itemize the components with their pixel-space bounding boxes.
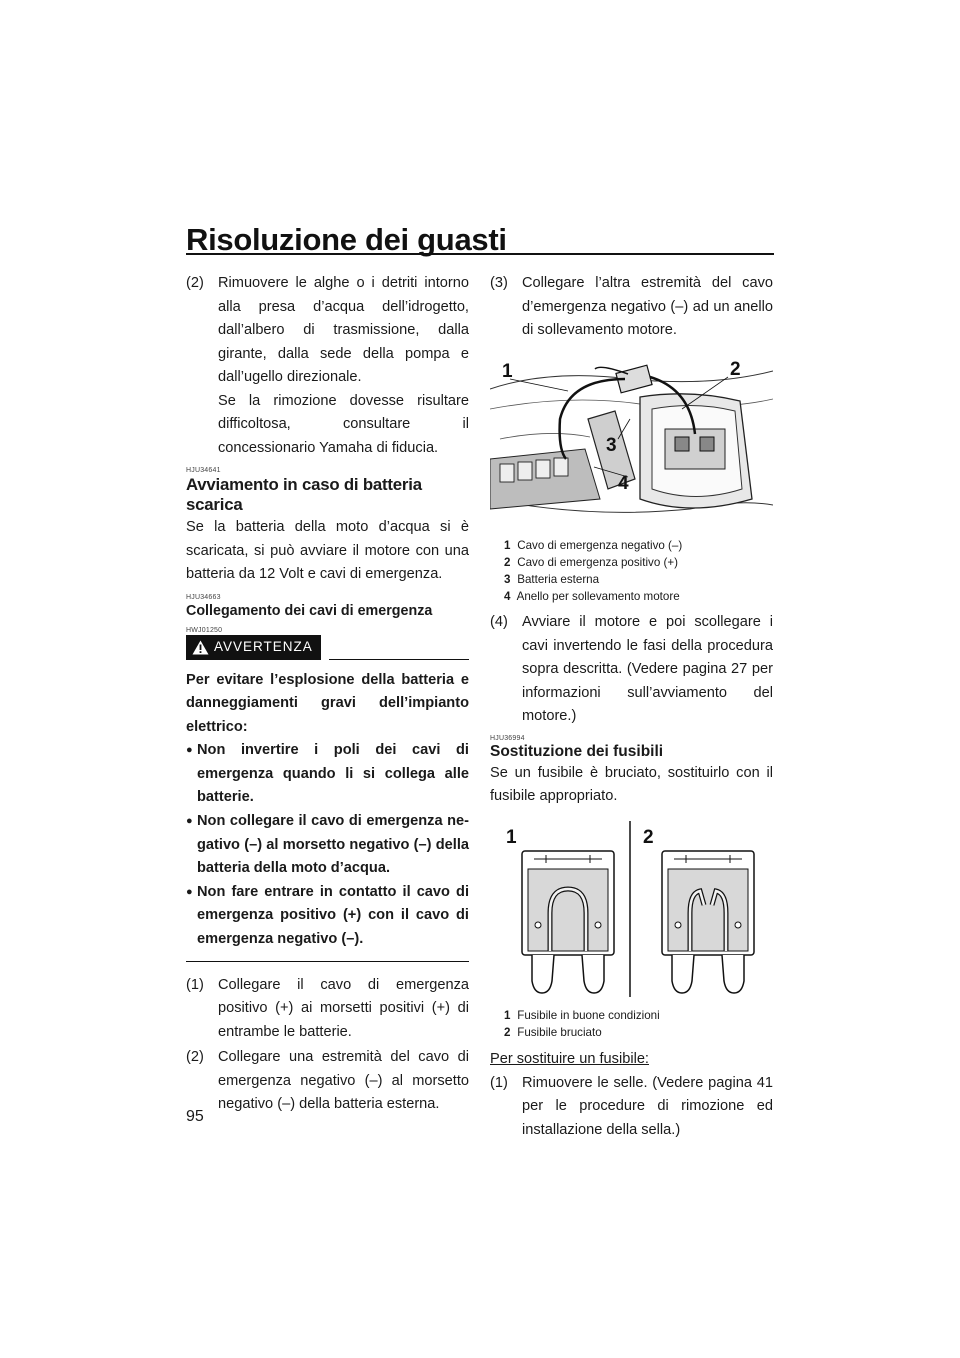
section-body: Se la batteria della moto d’acqua si è scaricata, si può avviare il motore con una batteria da 12 Volt e cavi di emergenza.	[186, 519, 469, 582]
warning-bottom-rule	[186, 961, 469, 962]
bullet-dot-icon: ●	[186, 744, 193, 757]
bullet-dot-icon: ●	[186, 885, 193, 898]
good-fuse-icon	[522, 851, 614, 993]
subsection-heading-jumper-cables: Collegamento dei cavi di emergenza	[186, 602, 433, 619]
fuse-section-code: HJU36994	[490, 734, 525, 742]
section-code: HJU34641	[186, 467, 221, 474]
figure1-captions	[490, 537, 773, 605]
step-2-remove-debris	[186, 272, 469, 460]
fuse-illustration	[490, 821, 773, 997]
warning-bullet: ● Non fare entrare in contatto il cavo di emergenza positivo (+) con il cavo di emergenza negativo (–).	[186, 881, 469, 952]
caption-item: 2 Cavo di emergenza positivo (+)	[504, 556, 679, 569]
step-text-extra: Se la rimozione dovesse risultare difficoltosa, consultare il concessionario Yamaha di fiducia.	[218, 392, 469, 456]
blown-fuse-icon	[662, 851, 754, 993]
caption-item: 4 Anello per sollevamento motore	[504, 590, 680, 603]
warning-bullet: ● Non collegare il cavo di emergenza negativo (–) al morsetto negativo (–) della batteria della moto d’acqua.	[186, 810, 469, 881]
title-divider	[186, 253, 774, 255]
step-1-connect-positive: (1) Collegare il cavo di emergenza positivo (+) ai morsetti positivi (+) di entrambe le batterie.	[186, 976, 469, 1040]
warning-top-rule	[329, 659, 469, 660]
warning-badge	[186, 635, 321, 660]
step-number: (2)	[186, 275, 204, 291]
engine-compartment-illustration	[490, 349, 773, 525]
warning-code: HWJ01250	[186, 626, 223, 634]
warning-triangle-icon	[192, 640, 209, 655]
warning-bullet: ● Non invertire i poli dei cavi di emergenza quando li si collega alle batterie.	[186, 739, 469, 810]
step-text: Rimuovere le alghe o i detriti intorno alla presa d’acqua dell’idrogetto, dall’albero di trasmissione, dalla girante, dalla sede della pompa e dall’ugello direzionale.	[218, 275, 469, 385]
bullet-dot-icon: ●	[186, 815, 193, 828]
subsection-code: HJU34663	[186, 593, 221, 601]
page-number: 95	[186, 1108, 204, 1125]
figure2-captions	[490, 1007, 773, 1041]
fuse-label-1: 1	[506, 826, 517, 848]
jump-start-figure	[490, 349, 773, 534]
section-heading-jump-start: Avviamento in caso di batteria scarica	[186, 475, 422, 514]
warning-intro: Per evitare l’esplosione della batteria e danneggiamenti gravi dell’impianto elettrico:	[186, 671, 469, 735]
callout-2: 2	[730, 358, 741, 380]
callout-1: 1	[502, 360, 513, 382]
step-4-start-engine: (4) Avviare il motore e poi scollegare i cavi invertendo le fasi della procedura sopra descritta. (Vedere pagina 27 per informazioni sull’avviamento del motore.)	[490, 614, 773, 724]
caption-item: 2 Fusibile bruciato	[504, 1026, 602, 1039]
fuse-figure	[490, 821, 773, 1006]
right-column	[490, 272, 773, 1142]
warning-box	[186, 626, 469, 962]
fuse-label-2: 2	[643, 826, 654, 848]
callout-3: 3	[606, 434, 617, 456]
step-2-connect-negative: (2) Collegare una estremità del cavo di emergenza negativo (–) al morsetto negativo (–) della batteria esterna.	[186, 1049, 469, 1113]
procedure-title: Per sostituire un fusibile:	[490, 1051, 649, 1067]
step-1-remove-seats: (1) Rimuovere le selle. (Vedere pagina 41 per le procedure di rimozione ed installazione della sella.)	[490, 1074, 773, 1138]
caption-item: 1 Cavo di emergenza negativo (–)	[504, 539, 683, 552]
step-3-connect-lift-ring: (3) Collegare l’altra estremità del cavo d’emergenza negativo (–) ad un anello di sollevamento motore.	[490, 275, 773, 338]
warning-label: AVVERTENZA	[214, 639, 313, 655]
caption-item: 3 Batteria esterna	[504, 573, 600, 586]
fuse-section-body: Se un fusibile è bruciato, sostituirlo con il fusibile appropriato.	[490, 764, 773, 804]
left-column	[186, 272, 469, 1117]
caption-item: 1 Fusibile in buone condizioni	[504, 1009, 660, 1022]
page-title: Risoluzione dei guasti	[186, 222, 507, 257]
fuse-section-heading: Sostituzione dei fusibili	[490, 742, 664, 760]
callout-4: 4	[618, 472, 629, 494]
